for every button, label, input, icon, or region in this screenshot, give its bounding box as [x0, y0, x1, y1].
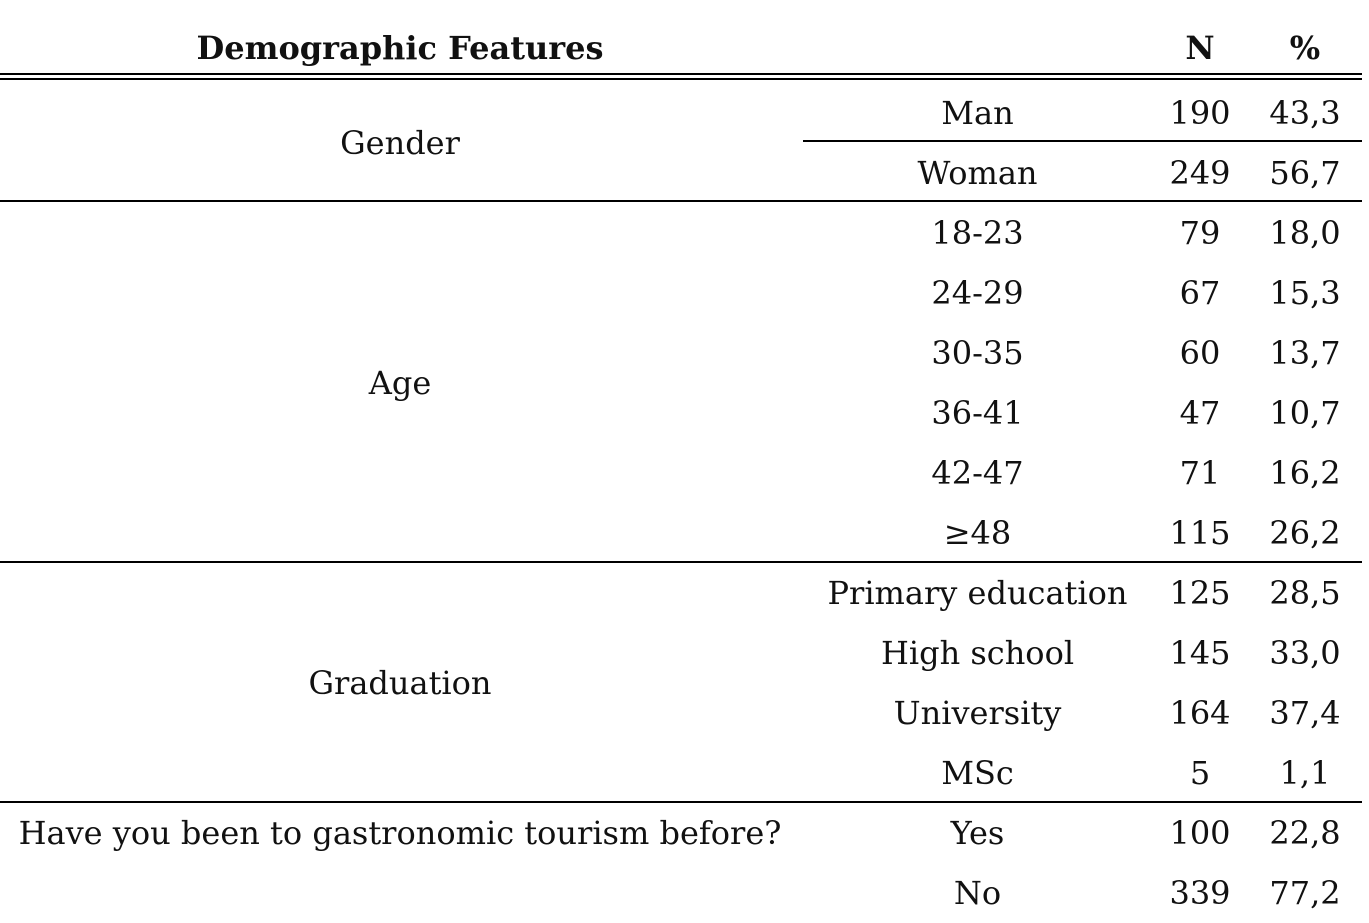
row-divider — [803, 140, 1362, 142]
n-cell: 115 — [1169, 514, 1231, 552]
group-divider — [0, 200, 1362, 202]
n-cell: 47 — [1179, 394, 1221, 432]
header-rule-bottom — [0, 78, 1362, 80]
n-cell: 100 — [1169, 814, 1231, 852]
n-cell: 145 — [1169, 634, 1231, 672]
category-cell: 42-47 — [931, 454, 1024, 492]
percent-cell: 56,7 — [1269, 154, 1341, 192]
percent-cell: 28,5 — [1269, 574, 1341, 612]
category-cell: 24-29 — [931, 274, 1024, 312]
category-cell: Man — [941, 94, 1014, 132]
n-cell: 249 — [1169, 154, 1231, 192]
n-cell: 67 — [1179, 274, 1221, 312]
percent-cell: 13,7 — [1269, 334, 1341, 372]
category-cell: 30-35 — [931, 334, 1024, 372]
n-cell: 125 — [1169, 574, 1231, 612]
category-cell: 36-41 — [931, 394, 1024, 432]
header-rule-top — [0, 73, 1362, 75]
group-label: Age — [368, 364, 432, 402]
percent-cell: 26,2 — [1269, 514, 1341, 552]
percent-cell: 1,1 — [1279, 754, 1331, 792]
n-cell: 71 — [1179, 454, 1221, 492]
percent-cell: 22,8 — [1269, 814, 1341, 852]
n-cell: 5 — [1189, 754, 1211, 792]
category-cell: ≥48 — [943, 514, 1012, 552]
n-cell: 190 — [1169, 94, 1231, 132]
category-cell: MSc — [941, 754, 1014, 792]
percent-cell: 15,3 — [1269, 274, 1341, 312]
percent-cell: 33,0 — [1269, 634, 1341, 672]
group-label: Have you been to gastronomic tourism before? — [18, 814, 782, 852]
n-cell: 60 — [1179, 334, 1221, 372]
group-label: Graduation — [308, 664, 492, 702]
header-n: N — [1185, 29, 1215, 67]
percent-cell: 43,3 — [1269, 94, 1341, 132]
group-divider — [0, 561, 1362, 563]
group-label: Gender — [340, 124, 460, 162]
category-cell: Yes — [950, 814, 1005, 852]
n-cell: 79 — [1179, 214, 1221, 252]
category-cell: High school — [880, 634, 1075, 672]
category-cell: Primary education — [827, 574, 1128, 612]
n-cell: 339 — [1169, 874, 1231, 912]
category-cell: No — [953, 874, 1002, 912]
category-cell: Woman — [917, 154, 1038, 192]
percent-cell: 77,2 — [1269, 874, 1341, 912]
n-cell: 164 — [1169, 694, 1231, 732]
percent-cell: 18,0 — [1269, 214, 1341, 252]
header-percent: % — [1289, 29, 1321, 67]
category-cell: 18-23 — [931, 214, 1024, 252]
category-cell: University — [893, 694, 1062, 732]
header-demographic-features: Demographic Features — [196, 29, 604, 67]
group-divider — [0, 801, 1362, 803]
percent-cell: 37,4 — [1269, 694, 1341, 732]
percent-cell: 16,2 — [1269, 454, 1341, 492]
percent-cell: 10,7 — [1269, 394, 1341, 432]
